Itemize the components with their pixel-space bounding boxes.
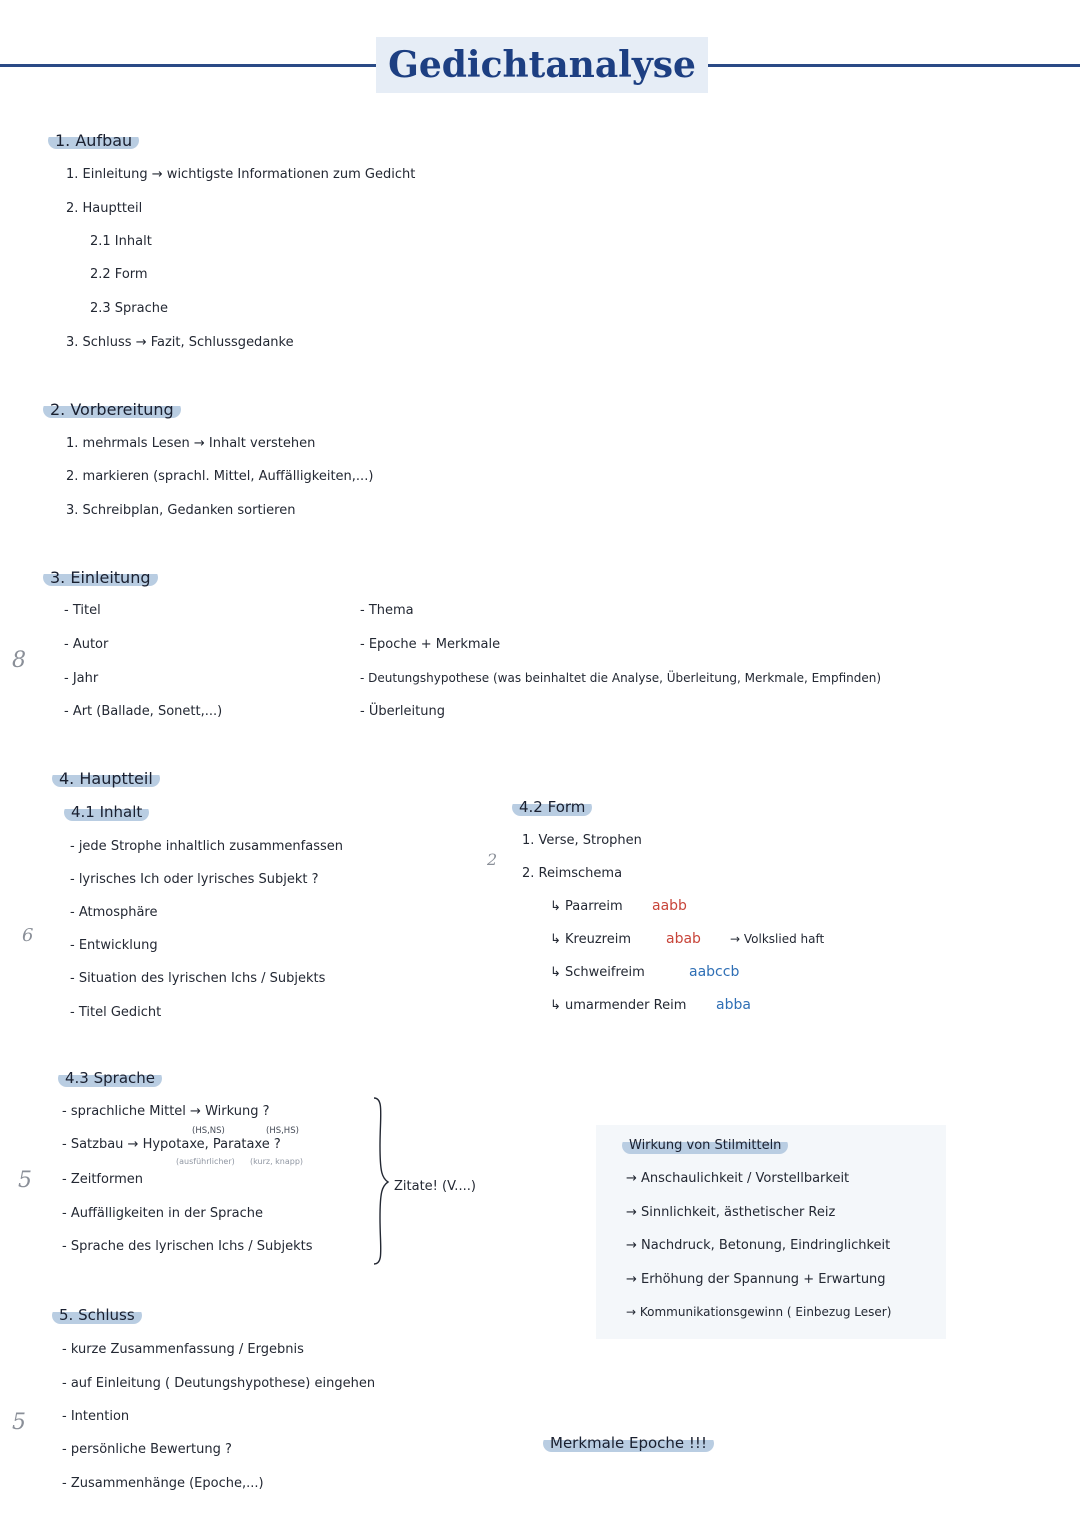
section-heading-hauptteil: 4. Hauptteil	[52, 770, 160, 787]
subheading-form: 4.2 Form	[512, 799, 592, 816]
rhyme-pattern: aabccb	[689, 964, 740, 980]
list-item: 2.1 Inhalt	[90, 234, 152, 249]
list-item: - lyrisches Ich oder lyrisches Subjekt ?	[70, 872, 319, 887]
list-item: 2.3 Sprache	[90, 301, 169, 316]
list-item: - Thema	[360, 603, 414, 618]
zitate-note: Zitate! (V....)	[394, 1179, 476, 1194]
annotation: (HS,NS)	[192, 1126, 225, 1136]
list-item: - Entwicklung	[70, 938, 158, 953]
margin-number: 6	[22, 925, 34, 946]
list-item: - Zusammenhänge (Epoche,...)	[62, 1476, 264, 1491]
list-item: - sprachliche Mittel → Wirkung ?	[62, 1104, 270, 1119]
rhyme-name: ↳ Paarreim	[550, 899, 623, 914]
list-item: - jede Strophe inhaltlich zusammenfassen	[70, 839, 343, 854]
merkmale-epoche-note: Merkmale Epoche !!!	[543, 1435, 714, 1452]
list-item: - Zeitformen	[62, 1172, 143, 1187]
section-heading-schluss: 5. Schluss	[52, 1307, 142, 1324]
list-item: - auf Einleitung ( Deutungshypothese) eingehen	[62, 1376, 376, 1391]
list-item: 2.2 Form	[90, 267, 148, 282]
rhyme-name: ↳ Kreuzreim	[550, 932, 632, 947]
subheading-inhalt: 4.1 Inhalt	[64, 804, 149, 821]
section-heading-vorbereitung: 2. Vorbereitung	[43, 401, 181, 418]
list-item: - Titel	[64, 603, 101, 618]
list-item: 1. Verse, Strophen	[522, 833, 642, 848]
rhyme-pattern: aabb	[652, 898, 687, 914]
margin-number: 2	[487, 850, 498, 869]
list-item: → Kommunikationsgewinn ( Einbezug Leser)	[626, 1305, 892, 1319]
list-item: - Sprache des lyrischen Ichs / Subjekts	[62, 1239, 313, 1254]
title-rule-left	[0, 64, 376, 67]
list-item: → Erhöhung der Spannung + Erwartung	[626, 1272, 886, 1287]
list-item: - Art (Ballade, Sonett,...)	[64, 704, 223, 719]
section-heading-aufbau: 1. Aufbau	[48, 132, 139, 149]
list-item: - Intention	[62, 1409, 130, 1424]
list-item: 1. Einleitung → wichtigste Informationen zum Gedicht	[66, 167, 416, 182]
list-item: - Satzbau → Hypotaxe, Parataxe ?	[62, 1137, 281, 1152]
list-item: - Epoche + Merkmale	[360, 637, 501, 652]
rhyme-note: → Volkslied haft	[730, 932, 825, 946]
rhyme-name: ↳ umarmender Reim	[550, 998, 687, 1013]
curly-brace	[368, 1096, 390, 1266]
subheading-sprache: 4.3 Sprache	[58, 1070, 162, 1087]
rhyme-pattern: abab	[666, 931, 701, 947]
list-item: → Sinnlichkeit, ästhetischer Reiz	[626, 1205, 836, 1220]
list-item: 2. markieren (sprachl. Mittel, Auffälligkeiten,...)	[66, 469, 374, 484]
list-item: - Auffälligkeiten in der Sprache	[62, 1206, 264, 1221]
list-item: - Autor	[64, 637, 109, 652]
wirkung-heading: Wirkung von Stilmitteln	[622, 1137, 788, 1154]
page-title: Gedichtanalyse	[388, 44, 696, 86]
list-item: 3. Schluss → Fazit, Schlussgedanke	[66, 335, 294, 350]
annotation: (kurz, knapp)	[250, 1157, 304, 1166]
rhyme-pattern: abba	[716, 997, 751, 1013]
list-item: - Jahr	[64, 671, 99, 686]
list-item: - Situation des lyrischen Ichs / Subjekts	[70, 971, 326, 986]
list-item: → Anschaulichkeit / Vorstellbarkeit	[626, 1171, 850, 1186]
annotation: (HS,HS)	[266, 1126, 299, 1136]
margin-number: 5	[18, 1168, 32, 1193]
list-item: - Atmosphäre	[70, 905, 158, 920]
list-item: - kurze Zusammenfassung / Ergebnis	[62, 1342, 304, 1357]
list-item: 2. Reimschema	[522, 866, 623, 881]
margin-number: 5	[12, 1410, 26, 1435]
rhyme-name: ↳ Schweifreim	[550, 965, 645, 980]
margin-number: 8	[12, 648, 26, 673]
title-box	[376, 37, 708, 93]
section-heading-einleitung: 3. Einleitung	[43, 569, 158, 586]
list-item: - Deutungshypothese (was beinhaltet die Analyse, Überleitung, Merkmale, Empfinden)	[360, 671, 882, 685]
annotation: (ausführlicher)	[176, 1157, 235, 1166]
list-item: 1. mehrmals Lesen → Inhalt verstehen	[66, 436, 316, 451]
list-item: - Überleitung	[360, 704, 445, 719]
list-item: 3. Schreibplan, Gedanken sortieren	[66, 503, 296, 518]
list-item: - Titel Gedicht	[70, 1005, 162, 1020]
list-item: → Nachdruck, Betonung, Eindringlichkeit	[626, 1238, 891, 1253]
title-rule-right	[708, 64, 1080, 67]
list-item: 2. Hauptteil	[66, 201, 143, 216]
list-item: - persönliche Bewertung ?	[62, 1442, 232, 1457]
